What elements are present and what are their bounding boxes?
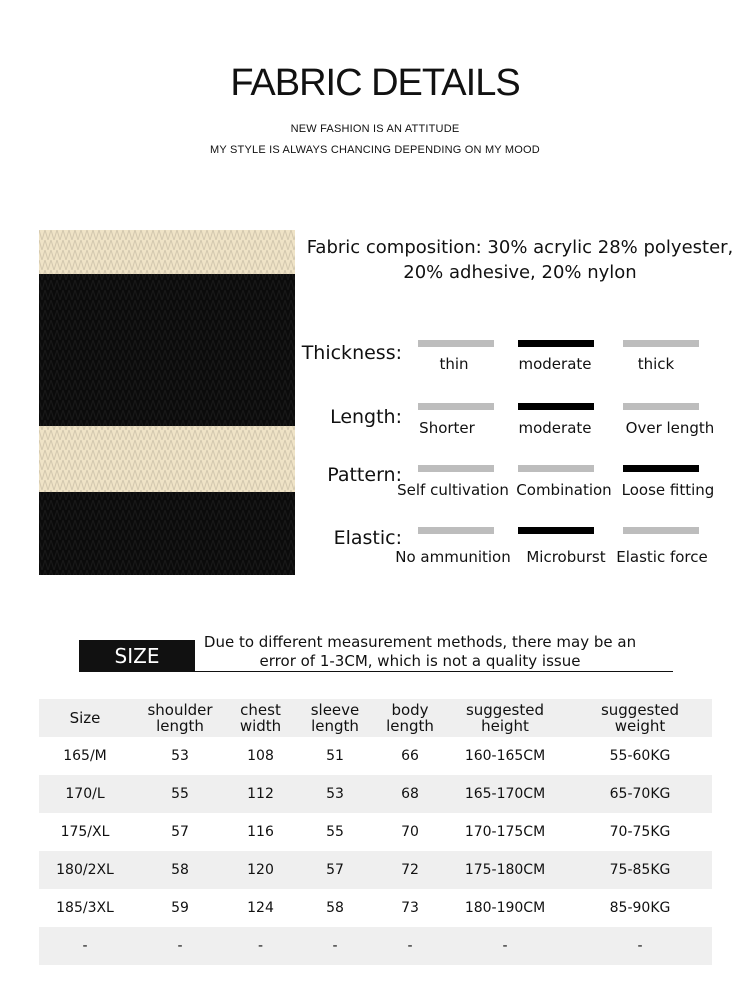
length-option-over-length: Over length — [625, 419, 715, 437]
thickness-label: Thickness: — [301, 342, 402, 364]
table-cell: 165/M — [63, 748, 107, 764]
table-cell: 170-175CM — [464, 824, 546, 840]
elastic-bar-1 — [518, 527, 594, 534]
header-size: Size — [39, 699, 131, 737]
elastic-option-microburst: Microburst — [526, 548, 606, 566]
table-cell: 75-85KG — [568, 851, 712, 889]
length-label: Length: — [330, 406, 402, 428]
table-cell: - — [131, 927, 229, 965]
tagline-2: MY STYLE IS ALWAYS CHANCING DEPENDING ON MY MOOD — [210, 144, 540, 156]
table-cell: 58 — [326, 900, 344, 916]
pattern-option-combination: Combination — [516, 481, 612, 499]
thickness-option-thin: thin — [439, 355, 469, 373]
table-cell: 116 — [247, 824, 274, 840]
table-cell: 51 — [326, 748, 344, 764]
thickness-option-thick: thick — [637, 355, 675, 373]
table-cell: 120 — [229, 851, 292, 889]
thickness-option-moderate: moderate — [518, 355, 592, 373]
thickness-bar-2 — [623, 340, 699, 347]
table-row — [39, 927, 712, 965]
pattern-bar-2 — [623, 465, 699, 472]
page-title: FABRIC DETAILS — [230, 62, 520, 104]
table-cell: 112 — [229, 775, 292, 813]
table-cell: 160-165CM — [464, 748, 546, 764]
table-cell: 175-180CM — [442, 851, 568, 889]
length-bar-2 — [623, 403, 699, 410]
pattern-bar-0 — [418, 465, 494, 472]
size-table — [39, 699, 712, 965]
measurement-note — [200, 633, 640, 671]
length-option-moderate: moderate — [518, 419, 592, 437]
pattern-bar-1 — [518, 465, 594, 472]
elastic-option-no-ammunition: No ammunition — [395, 548, 511, 566]
table-cell: 55 — [131, 775, 229, 813]
length-option-shorter: Shorter — [419, 419, 475, 437]
table-cell: - — [229, 927, 292, 965]
length-bar-0 — [418, 403, 494, 410]
thickness-bar-1 — [518, 340, 594, 347]
table-cell: - — [442, 927, 568, 965]
table-cell: 108 — [247, 748, 274, 764]
elastic-bar-0 — [418, 527, 494, 534]
table-row — [39, 737, 712, 775]
table-cell: - — [378, 927, 442, 965]
table-cell: 68 — [378, 775, 442, 813]
header-body-length: body length — [378, 699, 442, 737]
header-suggested-weight: suggested weight — [568, 699, 712, 737]
length-bar-1 — [518, 403, 594, 410]
note-line-1: Due to different measurement methods, there may be an — [203, 633, 637, 651]
table-cell: 165-170CM — [442, 775, 568, 813]
table-cell: 85-90KG — [609, 900, 671, 916]
table-cell: 73 — [401, 900, 419, 916]
table-cell: 124 — [247, 900, 274, 916]
table-cell: - — [568, 927, 712, 965]
table-cell: 66 — [401, 748, 419, 764]
table-cell: 65-70KG — [568, 775, 712, 813]
fabric-composition — [290, 235, 750, 285]
header-sleeve-length: sleeve length — [292, 699, 378, 737]
note-line-2: error of 1-3CM, which is not a quality issue — [259, 652, 581, 670]
table-cell: 70-75KG — [609, 824, 671, 840]
table-cell: - — [292, 927, 378, 965]
header-suggested-height: suggested height — [442, 699, 568, 737]
elastic-label: Elastic: — [333, 527, 402, 549]
table-row — [39, 813, 712, 851]
composition-line-2: 20% adhesive, 20% nylon — [403, 262, 637, 283]
table-row — [39, 851, 712, 889]
thickness-bar-0 — [418, 340, 494, 347]
table-cell: 58 — [131, 851, 229, 889]
table-cell: - — [39, 927, 131, 965]
size-divider — [195, 671, 673, 672]
table-cell: 70 — [401, 824, 419, 840]
tagline-1: NEW FASHION IS AN ATTITUDE — [290, 123, 460, 135]
table-cell: 53 — [292, 775, 378, 813]
pattern-option-self-cultivation: Self cultivation — [397, 481, 509, 499]
table-cell: 185/3XL — [56, 900, 114, 916]
table-cell: 175/XL — [60, 824, 110, 840]
pattern-label: Pattern: — [327, 464, 402, 486]
table-cell: 180-190CM — [464, 900, 546, 916]
size-section-label: SIZE — [79, 640, 195, 672]
table-cell: 72 — [378, 851, 442, 889]
elastic-bar-2 — [623, 527, 699, 534]
table-cell: 57 — [292, 851, 378, 889]
table-cell: 57 — [171, 824, 189, 840]
fabric-swatch-image — [39, 230, 295, 575]
composition-line-1: Fabric composition: 30% acrylic 28% polyester, — [306, 237, 734, 258]
table-row — [39, 889, 712, 927]
table-cell: 53 — [171, 748, 189, 764]
header-shoulder-length: shoulder length — [131, 699, 229, 737]
table-cell: 59 — [171, 900, 189, 916]
table-header-row — [39, 699, 712, 737]
table-cell: 55 — [326, 824, 344, 840]
elastic-option-elastic-force: Elastic force — [616, 548, 708, 566]
pattern-option-loose-fitting: Loose fitting — [621, 481, 715, 499]
table-cell: 170/L — [39, 775, 131, 813]
table-cell: 180/2XL — [39, 851, 131, 889]
header-chest-width: chest width — [229, 699, 292, 737]
table-row — [39, 775, 712, 813]
table-cell: 55-60KG — [609, 748, 671, 764]
